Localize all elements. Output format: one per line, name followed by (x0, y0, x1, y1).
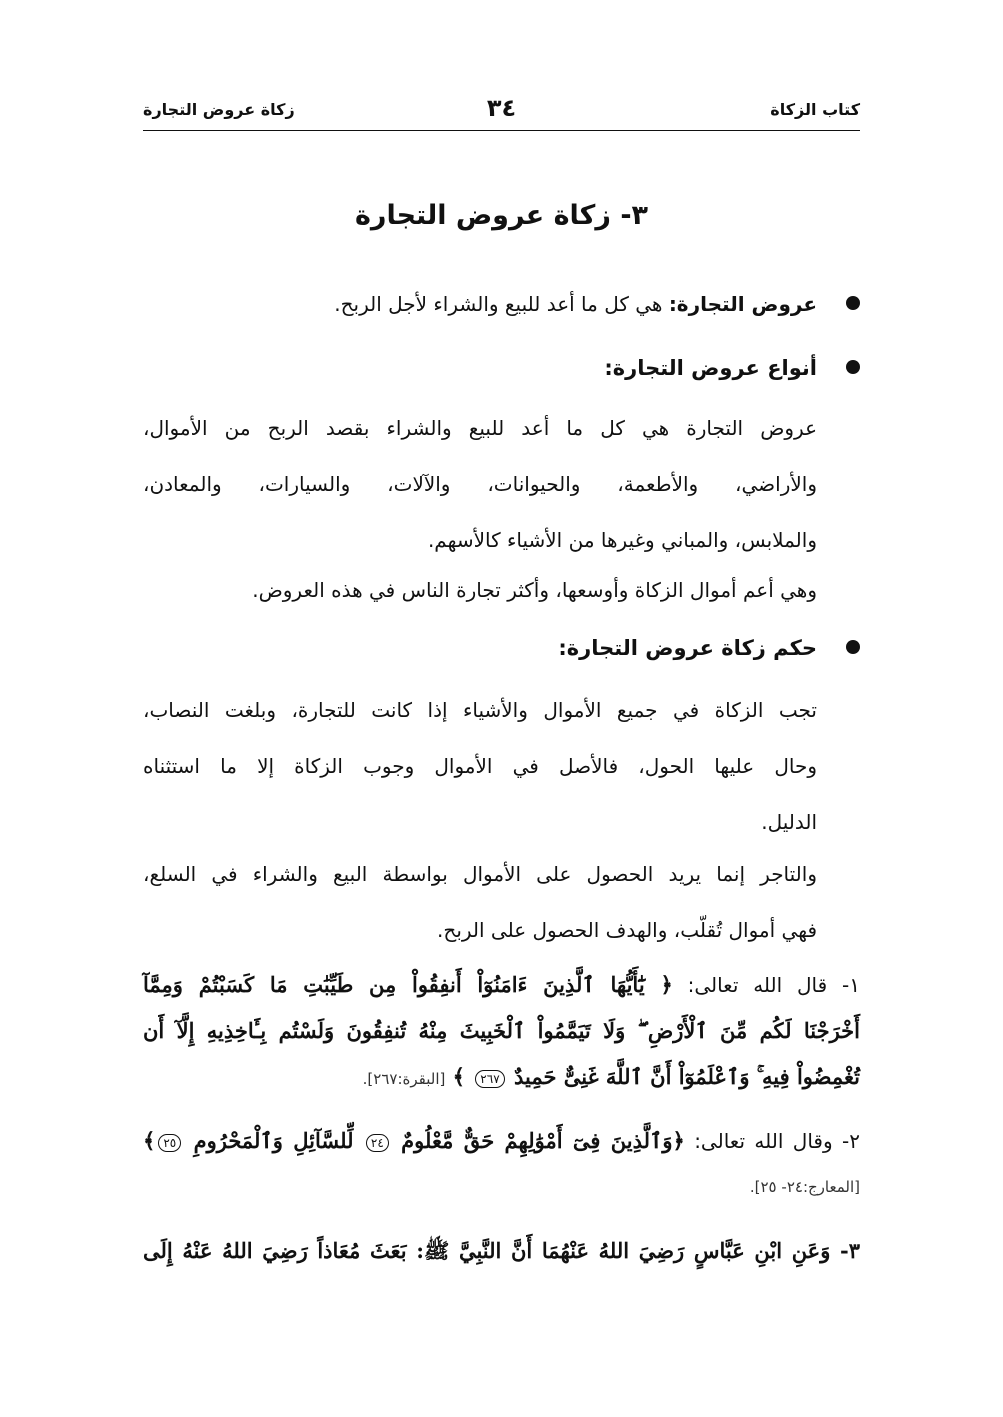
types-paragraph (143, 400, 817, 568)
text-line: فهي أموال تُقلّب، والهدف الحصول على الربح. (437, 918, 817, 942)
quran-verse: ﴿وَٱلَّذِينَ فِىٓ أَمْوَٰلِهِمْ حَقٌّ مَّعْلُومٌ (401, 1128, 685, 1153)
header-page-number: ٣٤ (486, 94, 517, 122)
bullet-point-icon (846, 296, 860, 310)
evidence-item-3 (143, 1228, 860, 1274)
verse-number-icon: ٢٤ (366, 1134, 389, 1152)
header-book-title: كتاب الزكاة (770, 100, 860, 119)
text-line: الدليل. (761, 810, 817, 834)
quran-verse: لِّلسَّآئِلِ وَٱلْمَحْرُومِ (193, 1128, 354, 1153)
section-heading-types: أنواع عروض التجارة: (604, 356, 817, 380)
definition-paragraph (143, 276, 817, 332)
chapter-title: ٣- زكاة عروض التجارة (354, 200, 649, 231)
text-line (143, 1054, 860, 1102)
text-line: والأراضي، والأطعمة، والحيوانات، والآلات، والسيارات، والمعادن، (143, 472, 817, 496)
header-section-title: زكاة عروض التجارة (143, 100, 295, 119)
bullet-point-icon (846, 360, 860, 374)
quran-verse: أَخْرَجْنَا لَكُم مِّنَ ٱلْأَرْضِ ۖ وَلَا تَيَمَّمُواْ ٱلْخَبِيثَ مِنْهُ تُنفِقُونَ وَلَسْتُم بِـَٔاخِذِيهِ إِلَّآ أَن (143, 1018, 860, 1043)
definition-text: هي كل ما أعد للبيع والشراء لأجل الربح. (334, 292, 669, 316)
verse-reference: [البقرة:٢٦٧]. (362, 1070, 446, 1088)
hadith-text: ٣- وَعَنِ ابْنِ عَبَّاسٍ رَضِيَ اللهُ عَنْهُمَا أَنَّ النَّبِيَّ ﷺ: بَعَثَ مُعَاذاً رَضِيَ اللهُ عَنْهُ إِلَى (143, 1238, 860, 1263)
quran-bracket: ﴾ (445, 1064, 473, 1089)
verse-reference: [المعارج:٢٤- ٢٥]. (749, 1178, 860, 1196)
section-heading-ruling: حكم زكاة عروض التجارة: (558, 636, 817, 660)
scope-paragraph: وهي أعم أموال الزكاة وأوسعها، وأكثر تجارة الناس في هذه العروض. (252, 578, 817, 602)
verse-number-icon: ٢٥ (158, 1134, 181, 1152)
item-prefix: ١- قال الله تعالى: (672, 973, 860, 997)
quran-verse: تُغْمِضُواْ فِيهِ ۚ وَٱعْلَمُوٓاْ أَنَّ ٱللَّهَ غَنِىٌّ حَمِيدٌ (514, 1064, 860, 1089)
text-line: وحال عليها الحول، فالأصل في الأموال وجوب الزكاة إلا ما استثناه (143, 754, 817, 778)
merchant-paragraph (143, 846, 817, 958)
quran-verse: ﴿ يَٰٓأَيُّهَا ٱلَّذِينَ ءَامَنُوٓاْ أَنفِقُواْ مِن طَيِّبَٰتِ مَا كَسَبْتُمْ وَمِمَّآ (143, 972, 673, 997)
quran-bracket: ﴾ (143, 1128, 156, 1153)
evidence-item-2 (143, 1118, 860, 1210)
text-line (143, 1118, 860, 1164)
header-divider (143, 130, 860, 131)
item-prefix: ٢- وقال الله تعالى: (684, 1129, 861, 1153)
text-line: عروض التجارة هي كل ما أعد للبيع والشراء بقصد الربح من الأموال، (143, 416, 817, 440)
text-line: والملابس، والمباني وغيرها من الأشياء كالأسهم. (427, 528, 817, 552)
text-line: والتاجر إنما يريد الحصول على الأموال بواسطة البيع والشراء في السلع، (143, 862, 817, 886)
text-line (143, 962, 860, 1008)
verse-number-icon: ٢٦٧ (475, 1070, 504, 1088)
evidence-item-1 (143, 962, 860, 1102)
text-line: تجب الزكاة في جميع الأموال والأشياء إذا كانت للتجارة، وبلغت النصاب، (143, 698, 817, 722)
ruling-paragraph (143, 682, 817, 850)
definition-term: عروض التجارة: (668, 292, 817, 316)
bullet-point-icon (846, 640, 860, 654)
